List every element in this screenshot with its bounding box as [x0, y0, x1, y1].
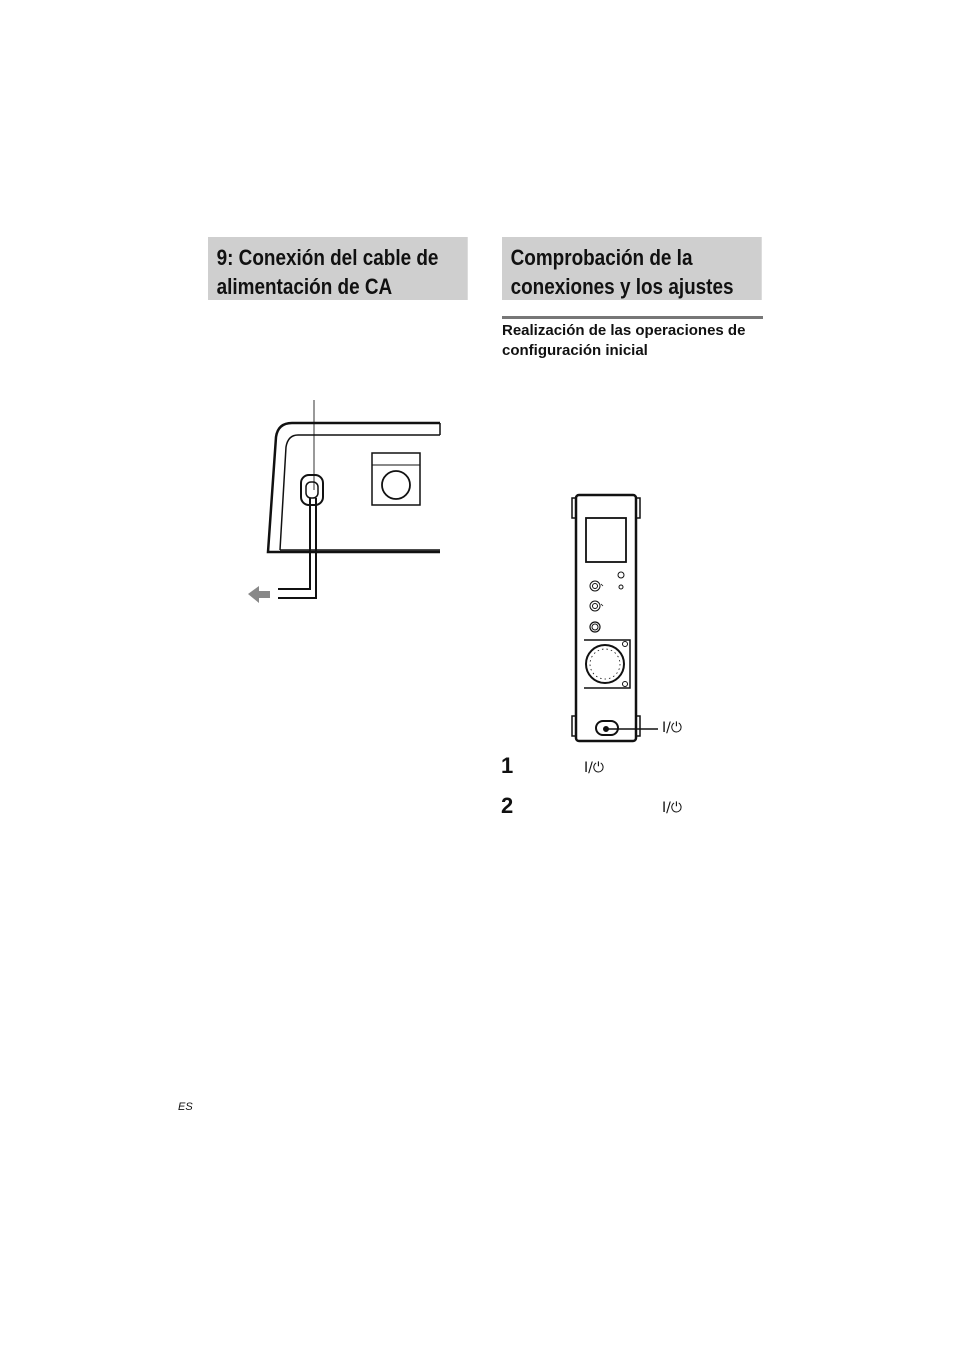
section-title-ac-power-cable: 9: Conexión del cable de alimentación de CA	[208, 237, 468, 300]
language-code: ES	[178, 1101, 193, 1113]
subheading-initial-setup: Realización de las operaciones de configuración inicial	[502, 322, 746, 359]
power-icon: I/⏻	[584, 760, 604, 776]
step-number-1: 1	[501, 753, 514, 778]
power-icon: I/⏻	[662, 800, 682, 816]
power-icon: I/⏻	[662, 720, 682, 736]
section-title-check-connections: Comprobación de la conexiones y los ajustes	[502, 237, 762, 300]
subheading-rule	[502, 316, 763, 319]
ac-cable-illustration	[240, 395, 450, 610]
unit-front-illustration	[568, 490, 688, 745]
step-number-2: 2	[501, 793, 514, 818]
arrow-left-icon	[248, 586, 270, 603]
